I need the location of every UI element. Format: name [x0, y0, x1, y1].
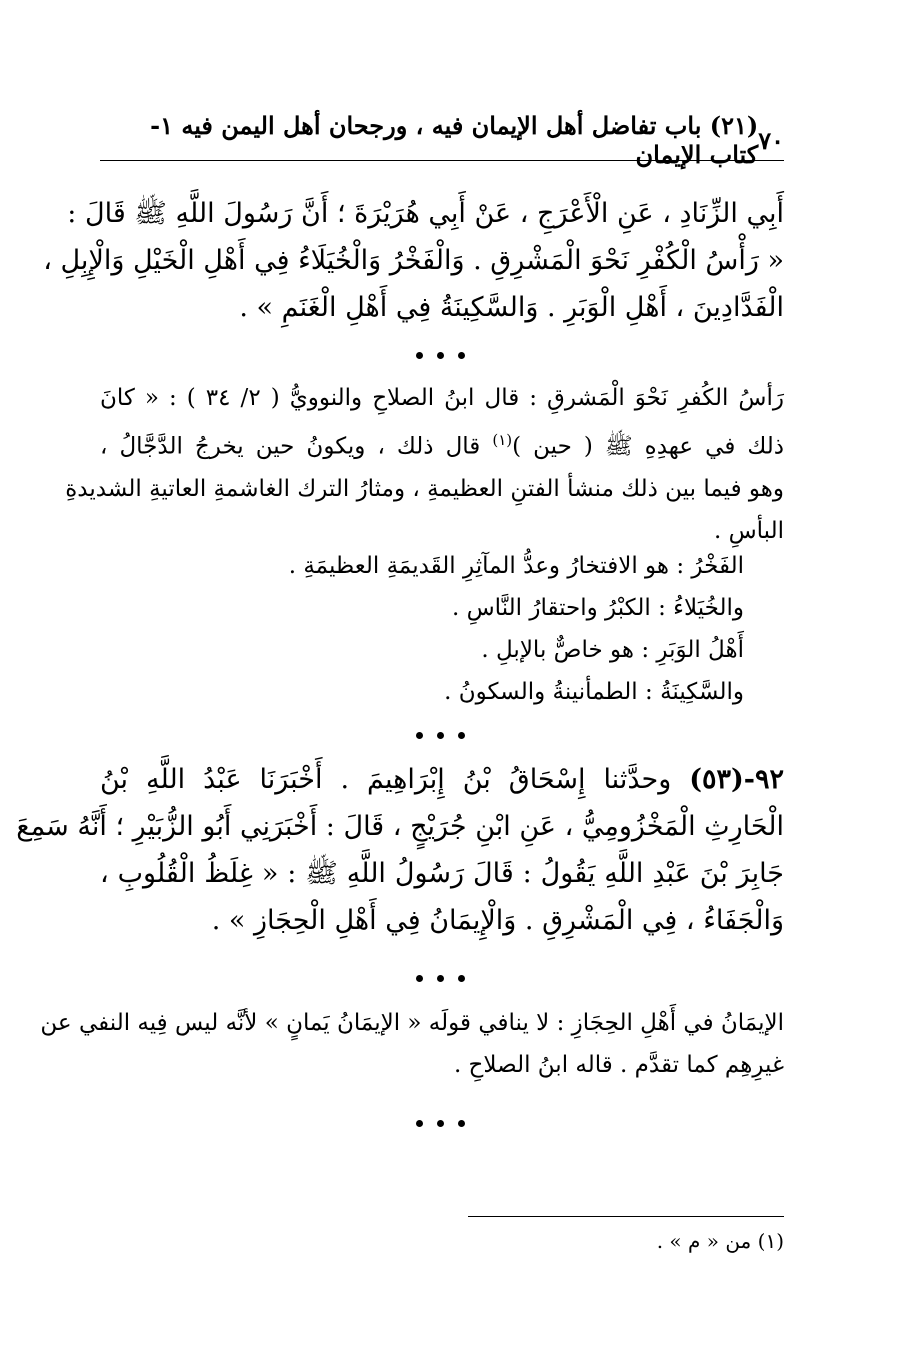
- running-header: [100, 111, 784, 169]
- text-line: [100, 756, 784, 803]
- hadith-92: [16, 756, 784, 944]
- running-title: (٢١) باب تفاضل أهل الإيمان فيه ، ورجحان أهل اليمن فيه ١- كتاب الإيمان: [150, 111, 759, 169]
- separator-dot: [416, 975, 423, 982]
- text-line: جَابِرَ بْنَ عَبْدِ اللَّهِ يَقُولُ : قَالَ رَسُولُ اللَّهِ ﷺ : « غِلَظُ الْقُلُوبِ ،: [100, 858, 784, 889]
- text-line: الإيمَانُ في أَهْلِ الحِجَازِ : لا ينافي قولَه « الإيمَانُ يَمانٍ » لأنَّه ليس فِيه النفي عن: [40, 1010, 784, 1036]
- hadith-91-tail: [43, 190, 784, 331]
- text-segment: قال ذلك ، ويكونُ حين يخرجُ الدَّجَّالُ ،: [100, 433, 493, 460]
- definition-line: أَهْلُ الوَبَرِ : هو خاصٌّ بالإبلِ .: [481, 637, 744, 663]
- section-separator: [380, 969, 500, 987]
- separator-dot: [458, 1120, 465, 1127]
- text-line: البأسِ .: [713, 517, 784, 544]
- text-line: « رَأْسُ الْكُفْرِ نَحْوَ الْمَشْرِقِ . وَالْفَخْرُ وَالْخُيَلَاءُ فِي أَهْلِ الْخَيْلِ وَالْإِبِلِ ،: [43, 245, 784, 276]
- page-number: ٧٠: [758, 125, 784, 155]
- commentary-1: [65, 377, 785, 552]
- commentary-2: [40, 1002, 784, 1086]
- text-line: أَبِي الزِّنَادِ ، عَنِ الْأَعْرَجِ ، عَنْ أَبِي هُرَيْرَةَ ؛ أَنَّ رَسُولَ اللَّهِ ﷺ قَالَ :: [67, 198, 784, 229]
- separator-dot: [437, 1120, 444, 1127]
- word-definitions: [100, 545, 784, 713]
- footnote-rule: [468, 1216, 784, 1217]
- section-separator: [380, 346, 500, 364]
- separator-dot: [437, 732, 444, 739]
- separator-dot: [458, 352, 465, 359]
- separator-dot: [458, 975, 465, 982]
- header-rule: [100, 160, 784, 161]
- text-line: وهو فيما بين ذلك منشأ الفتنِ العظيمةِ ، ومثارُ الترك الغاشمةِ العاتيةِ الشديدةِ: [65, 475, 784, 502]
- text-segment: وحدَّثنا إِسْحَاقُ بْنُ إِبْرَاهِيمَ . أَخْبَرَنَا عَبْدُ اللَّهِ بْنُ: [100, 764, 672, 795]
- footnote-marker: (١): [492, 431, 513, 449]
- text-line: رَأسُ الكُفرِ نَحْوَ الْمَشرقِ : قال ابنُ الصلاحِ والنوويُّ ( ٢/ ٣٤ ) : « كانَ: [100, 385, 785, 411]
- text-segment: ذلك في عهدِهِ ﷺ ( حين ): [512, 433, 784, 460]
- text-line: وَالْجَفَاءُ ، فِي الْمَشْرِقِ . وَالْإِيمَانُ فِي أَهْلِ الْحِجَازِ » .: [211, 905, 784, 936]
- separator-dot: [458, 732, 465, 739]
- separator-dot: [416, 352, 423, 359]
- definition-line: والسَّكِينَةُ : الطمأنينةُ والسكونُ .: [444, 679, 744, 705]
- text-line: الْفَدَّادِينَ ، أَهْلِ الْوَبَرِ . وَالسَّكِينَةُ فِي أَهْلِ الْغَنَمِ » .: [239, 292, 784, 323]
- text-line: غيرِهِم كما تقدَّم . قاله ابنُ الصلاحِ .: [453, 1052, 784, 1078]
- definition-line: الفَخْرُ : هو الافتخارُ وعدُّ المآثِرِ القَديمَةِ العظيمَةِ .: [288, 553, 744, 579]
- section-separator: [380, 1114, 500, 1132]
- text-line: [100, 419, 784, 468]
- separator-dot: [437, 975, 444, 982]
- definition-line: والخُيَلاءُ : الكبْرُ واحتقارُ النَّاسِ .: [451, 595, 744, 621]
- footnote: (١) من « م » .: [656, 1229, 784, 1253]
- separator-dot: [437, 352, 444, 359]
- separator-dot: [416, 1120, 423, 1127]
- text-line: الْحَارِثِ الْمَخْزُومِيُّ ، عَنِ ابْنِ جُرَيْجٍ ، قَالَ : أَخْبَرَنِي أَبُو الزُّبَيْرِ ؛ أَنَّهُ سَمِعَ: [16, 811, 784, 842]
- hadith-number: ٩٢-(٥٣): [689, 764, 784, 795]
- separator-dot: [416, 732, 423, 739]
- section-separator: [380, 726, 500, 744]
